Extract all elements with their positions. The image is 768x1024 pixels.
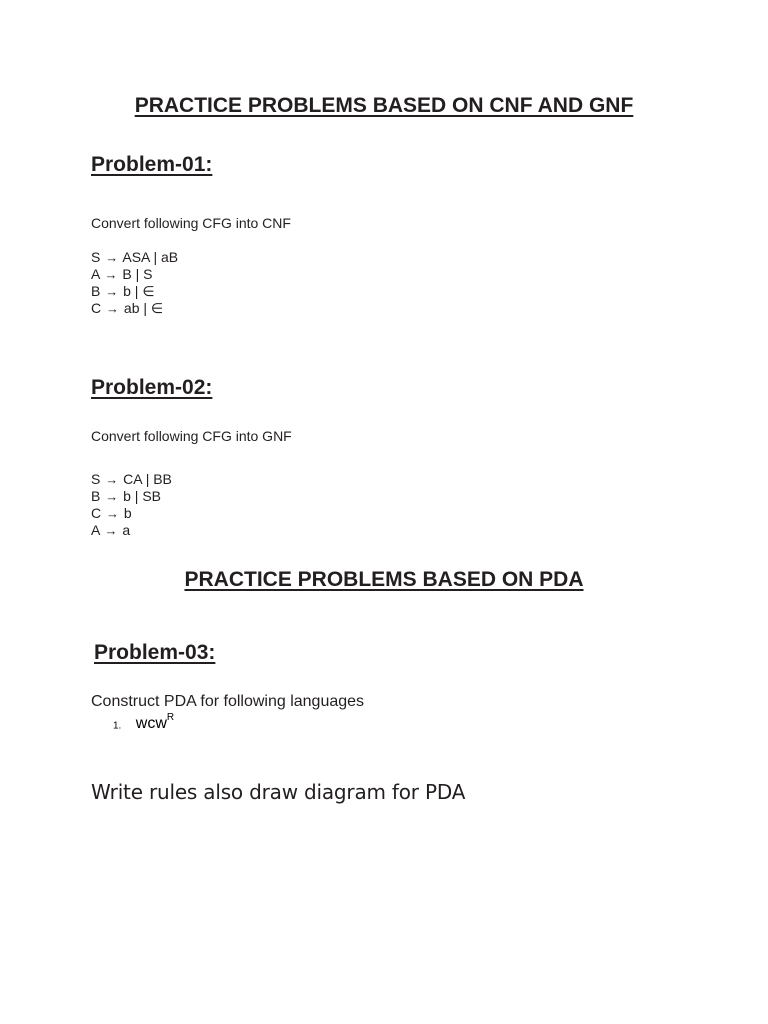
arrow-icon: → — [106, 506, 120, 521]
arrow-icon: → — [105, 284, 119, 299]
rule-rhs: b | ∈ — [123, 283, 155, 299]
rule-rhs: ab | ∈ — [123, 300, 164, 316]
rule-rhs: CA | BB — [123, 471, 172, 487]
section-title-pda: PRACTICE PROBLEMS BASED ON PDA — [184, 568, 584, 591]
grammar-rule — [91, 488, 172, 505]
grammar-rule — [91, 522, 172, 539]
arrow-icon: → — [105, 250, 119, 265]
problem-03-list-item — [113, 714, 174, 733]
problem-03-instruction: Construct PDA for following languages — [91, 693, 365, 710]
arrow-icon: → — [105, 489, 119, 504]
rule-rhs: b — [123, 505, 132, 521]
rule-lhs: C — [91, 300, 102, 316]
rule-lhs: A — [91, 266, 100, 282]
grammar-rule — [91, 300, 178, 317]
arrow-icon: → — [104, 267, 118, 282]
problem-02-rules — [91, 471, 172, 539]
superscript: R — [166, 712, 175, 723]
problem-01-rules — [91, 249, 178, 317]
rule-rhs: a — [122, 522, 131, 538]
rule-lhs: S — [91, 249, 101, 265]
rule-lhs: A — [91, 522, 100, 538]
rule-lhs: C — [91, 505, 102, 521]
footer-note: Write rules also draw diagram for PDA — [91, 780, 466, 804]
rule-rhs: b | SB — [123, 488, 162, 504]
arrow-icon: → — [105, 472, 119, 487]
grammar-rule — [91, 505, 172, 522]
language-expression: wcw — [135, 715, 167, 733]
list-item-text — [135, 712, 175, 733]
grammar-rule — [91, 249, 178, 266]
rule-rhs: ASA | aB — [122, 249, 179, 265]
problem-02-instruction: Convert following CFG into GNF — [91, 428, 292, 444]
rule-lhs: B — [91, 283, 101, 299]
arrow-icon: → — [106, 301, 120, 316]
grammar-rule — [91, 283, 178, 300]
problem-01-instruction: Convert following CFG into CNF — [91, 215, 291, 231]
arrow-icon: → — [104, 523, 118, 538]
problem-01-title: Problem-01: — [91, 153, 213, 176]
grammar-rule — [91, 471, 172, 488]
section-title-cnf-gnf: PRACTICE PROBLEMS BASED ON CNF AND GNF — [134, 94, 634, 117]
rule-rhs: B | S — [122, 266, 153, 282]
grammar-rule — [91, 266, 178, 283]
problem-03-title: Problem-03: — [94, 641, 216, 664]
rule-lhs: S — [91, 471, 101, 487]
list-number: 1. — [113, 720, 122, 732]
problem-02-title: Problem-02: — [91, 376, 213, 399]
rule-lhs: B — [91, 488, 101, 504]
